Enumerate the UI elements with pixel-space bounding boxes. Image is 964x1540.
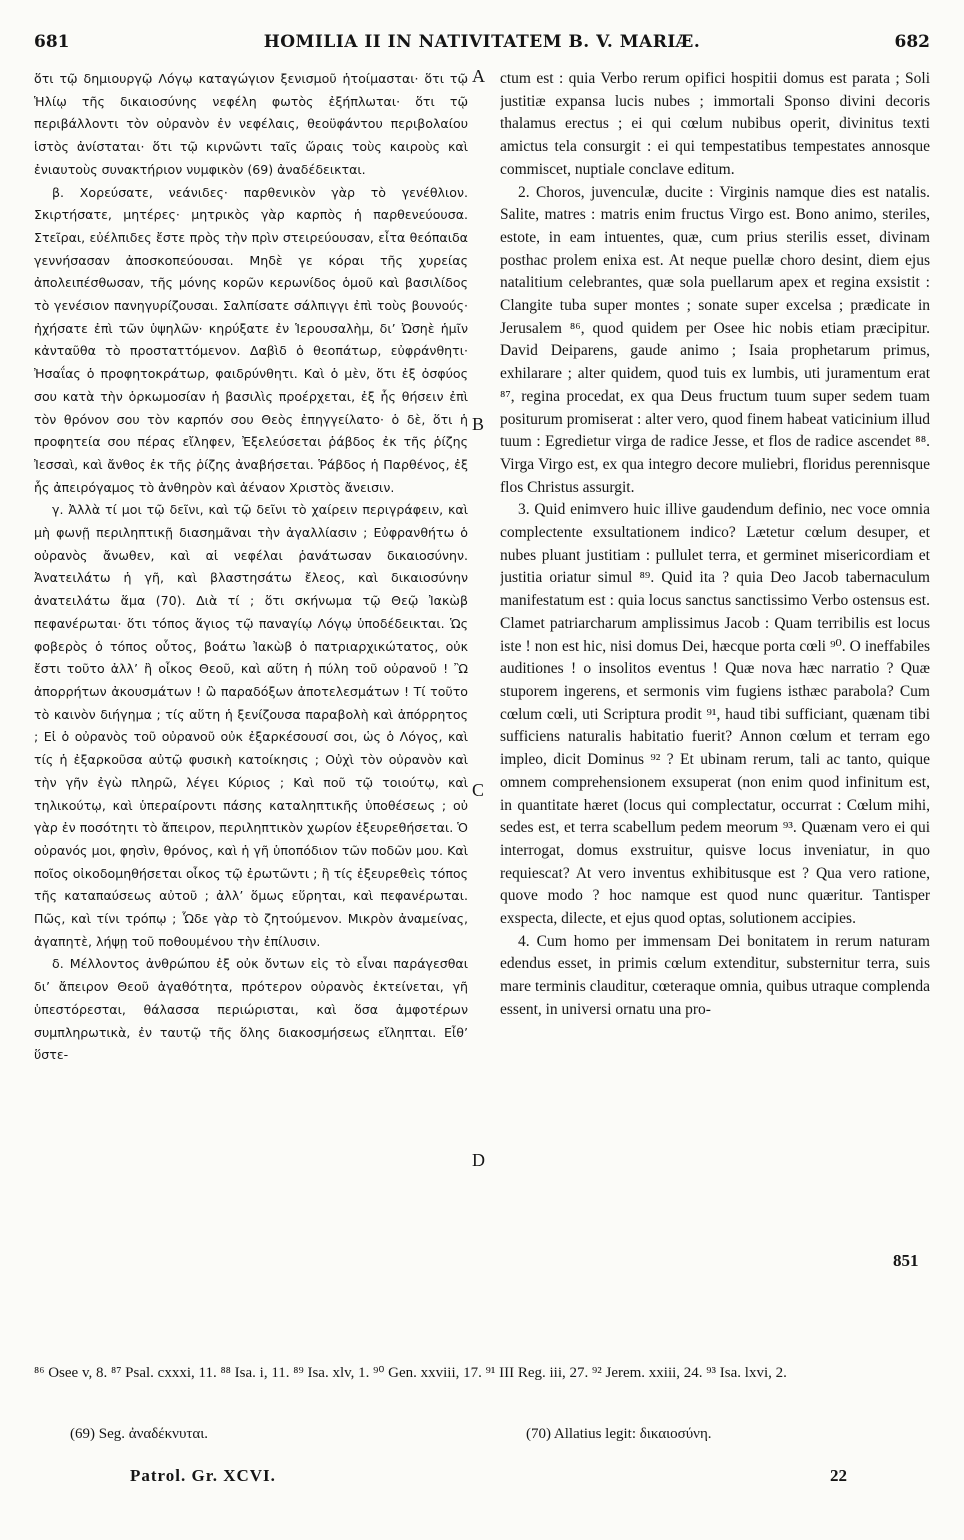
- running-title: HOMILIA II IN NATIVITATEM B. V. MARIÆ.: [263, 32, 701, 52]
- latin-paragraph-2: 2. Choros, juvenculæ, ducite : Virginis namque dies est natalis. Salite, matres : matris enim fructus Virgo est. Bono animo, steriles, estote, in eam intuentes, quæ, cum prius sterilis esset, divinam posthac prolem enixa est. At neque puellæ choro desint, diem ejus natalitium celebrantes, quæ sola puellarum apex et regina exsistit : Clangite tuba super montes ; sonate super excelsa ; prædicate in Jerusalem ⁸⁶, quod quidem per Osee hic nobis etiam præcipitur. David Deiparens, gaude animo ; Isaia prophetarum primus, exhilarare ; alter quidem, quod tuis ex lumbis, uti juramentum erat ⁸⁷, regina procedat, ex qua Deus fructum tuum super sedem tuam positurum promiserat : alter vero, quod finem habeat vaticinium illud tuum : Egredietur virga de radice Jesse, et flos de radice ascendet ⁸⁸. Virga Virgo est, ex qua integro decore muliebri, floridus perennisque flos Christus assurgit.: [500, 183, 930, 496]
- greek-paragraph-3: γ. Ἀλλὰ τί μοι τῷ δεῖνι, καὶ τῷ δεῖνι τὸ χαίρειν περιγράφειν, καὶ μὴ φωνῇ περιληπτικῇ διασημᾶναι τὴν ἀγαλλίασιν ; Εὐφρανθήτω ὁ οὐρανὸς ἄνωθεν, καὶ αἱ νεφέλαι ῥανάτωσαν δικαιοσύνην. Ἀνατειλάτω ἡ γῆ, καὶ βλαστησάτω ἔλεος, καὶ δικαιοσύνην ἀνατειλάτω ἅμα (70). Διὰ τί ; ὅτι σκήνωμα τῷ Θεῷ Ἰακὼβ πεφανέρωται· ὅτι τόπος ἅγιος τῷ παναγίῳ Λόγῳ ὑποδέδεικται. Ὡς φοβερὸς ὁ τόπος οὗτος, βοάτω Ἰακὼβ ὁ πατριαρχικώτατος, οὐκ ἔστι τοῦτο ἀλλ’ ἢ οἶκος Θεοῦ, καὶ αὕτη ἡ πύλη τοῦ οὐρανοῦ ! Ὢ ἀπορρήτων ἀκουσμάτων ! ὢ παραδόξων ἀποτελεσμάτων ! Τί τοῦτο τὸ καινὸν διήγημα ; τίς αὕτη ἡ ξενίζουσα παραβολὴ καὶ ἀπόρρητος ; Εἰ ὁ οὐρανὸς τοῦ οὐρανοῦ οὐκ ἐξαρκέσουσί σοι, ὡς ὁ Λόγος, καὶ τίς ἡ ἐξαρκοῦσα αὐτῷ φυσικὴ κατοίκησις ; Οὐχὶ τὸν οὐρανὸν καὶ τὴν γῆν ἐγὼ πληρῶ, λέγει Κύριος ; Καὶ ποῦ τῷ τοιούτῳ, καὶ τηλικούτῳ, καὶ ὑπεραίροντι πάσης καταληπτικῆς ὑποθέσεως ; οὐ γὰρ ἐν ποσότητι τὸ ἄπειρον, περιληπτικὸν χωρίον ἐξευρεθήσεται. Ὁ οὐρανός μοι, φησὶν, θρόνος, καὶ ἡ γῆ ὑποπόδιον τῶν ποδῶν μου. Καὶ ποῖος οἰκοδομηθήσεται οἶκος τῷ ἐρωτῶντι ; ἢ τίς ἐξευρεθεὶς τόπος τῆς καταπαύσεως αὐτοῦ ; ἀλλ’ ὅμως εὕρηται, καὶ πεφανέρωται. Πῶς, καὶ τίνι τρόπῳ ; Ὧδε γὰρ τὸ ζητούμενον. Μικρὸν ἀναμείνας, ἀγαπητὲ, λήψῃ τοῦ ποθουμένου τὴν ἐπίλυσιν.: [34, 502, 468, 949]
- greek-paragraph-2: β. Χορεύσατε, νεάνιδες· παρθενικὸν γὰρ τὸ γενέθλιον. Σκιρτήσατε, μητέρες· μητρικὸς γὰρ καρπὸς ἡ παρθενεύουσα. Στεῖραι, εὐέλπιδες ἔστε πρὸς τὴν πρὶν στειρεύουσαν, εἶτα θεόπαιδα γεννήσασαν ἀποσκοπεύουσαι. Μηδὲ γε κόραι τῆς χυρείας ἀπολειπέσθωσαν, τῆς μόνης κορῶν κερωνίδος ὁμοῦ καὶ βασιλίδος τὸ γενέσιον πανηγυρίζουσαι. Σαλπίσατε σάλπιγγι ἐπὶ τοὺς βουνούς· ἠχήσατε ἐπὶ τῶν ὑψηλῶν· κηρύξατε ἐν Ἱερουσαλὴμ, δι’ Ὠσηὲ ἡμῖν κἀνταῦθα τὸ προσταττόμενον. Δαβὶδ ὁ θεοπάτωρ, εὐφράνθητι· Ἠσαΐας ὁ προφητοκράτωρ, φαιδρύνθητι. Καὶ ὁ μὲν, ὅτι ἐξ ὀσφύος σου κατὰ τὴν ὁρκωμοσίαν ἡ βασιλὶς προέρχεται, ἐξ ἧς θήσειν ἐπὶ τὸν θρόνον σου τὸν καρπόν σου Θεὸς ἐπηγγείλατο· ὁ δὲ, ὅτι ἡ προφητεία σου πέρας εἴληφεν, Ἐξελεύσεται ῥάβδος ἐκ τῆς ῥίζης Ἰεσσαὶ, καὶ ἄνθος ἐκ τῆς ῥίζης ἀναβήσεται. Ῥάβδος ἡ Παρθένος, ἐξ ἧς ἀπειρόγαμος τὸ ἀνθηρὸν καὶ ἀέναον Χριστὸς ἄνεισιν.: [34, 184, 468, 495]
- greek-paragraph-1: ὅτι τῷ δημιουργῷ Λόγῳ καταγώγιον ξενισμοῦ ἡτοίμασται· ὅτι τῷ Ἡλίῳ τῆς δικαιοσύνης νεφέλη φωτὸς ἐξήπλωται· ὅτι τῷ περιβάλλοντι τὸν οὐρανὸν ἐν νεφέλαις, θεοϋφάντου περιβολαίου ἱστὸς ἀνίσταται· ὅτι τῷ κιρνῶντι ταῖς ὥραις τοὺς καιροὺς καὶ ἐνιαυτοὺς συνακτήριον νυμφικὸν (69) ἀναδέδεικται.: [34, 71, 468, 177]
- latin-paragraph-4: 4. Cum homo per immensam Dei bonitatem in rerum naturam edendus esset, in primis cœlum extenditur, substernitur terra, suis mare terminis clauditur, cœteraque omnia, quibus utraque complenda essent, in universi ornatu una pro-: [500, 932, 930, 1018]
- margin-column-number: 851: [893, 1251, 919, 1270]
- series-signature: Patrol. Gr. XCVI.: [130, 1466, 276, 1485]
- latin-paragraph-1: ctum est : quia Verbo rerum opifici hospitii domus est parata ; Soli justitiæ expansa lucis nubes ; immortali Sponso divini decoris thalamus erectus ; ei qui cœlum nubibus operit, divinitus texti amictus tela consurgit : ei qui tempestatibus tempestates annosque commiscet, nuptiale conclave editum.: [500, 70, 930, 178]
- scripture-references: ⁸⁶ Osee v, 8. ⁸⁷ Psal. cxxxi, 11. ⁸⁸ Isa. i, 11. ⁸⁹ Isa. xlv, 1. ⁹⁰ Gen. xxviii, 17. ⁹¹ III Reg. iii, 27. ⁹² Jerem. xxiii, 24. ⁹³ Isa. lxvi, 2.: [34, 1365, 787, 1381]
- right-page-number: 682: [894, 32, 930, 52]
- latin-column: [500, 68, 930, 1358]
- margin-letter-b: B: [472, 414, 485, 434]
- margin-letter-d: D: [472, 1150, 485, 1170]
- sheet-number: 22: [830, 1466, 847, 1485]
- running-header: [34, 32, 930, 56]
- footnote-70: (70) Allatius legit: δικαιοσύνη.: [526, 1426, 712, 1442]
- margin-letter-c: C: [472, 780, 485, 800]
- left-page-number: 681: [34, 32, 70, 52]
- greek-paragraph-4: δ. Μέλλοντος ἀνθρώπου ἐξ οὐκ ὄντων εἰς τὸ εἶναι παράγεσθαι δι’ ἄπειρον Θεοῦ ἀγαθότητα, πρότερον οὐρανὸς ἐκτείνεται, γῆ ὑπεστόρεσται, θάλασσα περιώρισται, καὶ ὅσα ἀμφοτέρων συμπληρωτικὰ, ἐν ταυτῷ τῆς ὅλης διακοσμήσεως εἴληπται. Εἶθ’ ὕστε-: [34, 956, 468, 1063]
- footnote-69: (69) Seg. ἀναδέκνυται.: [70, 1426, 209, 1442]
- latin-paragraph-3: 3. Quid enimvero huic illive gaudendum definio, nec voce omnia complectente exsultationem indico? Lætetur cœlum desuper, et nubes pluant justitiam : pullulet terra, et germinet misericordiam et justitia oriatur simul ⁸⁹. Quid ita ? quia Deo Jacob tabernaculum manifestatum est : quia locus sanctus sanctissimo Verbo ostensus est. Clamet patriarcharum amplissimus Jacob : Quam terribilis est locus iste ! non est hic, nisi domus Dei, hæcque porta cœli ⁹⁰. O ineffabiles auditiones ! o insolitos eventus ! Quæ nova hæc narratio ? Quæ stuporem ingerens, et sermonis vim fugiens isthæc parabola? Cum cœlum cœli, uti Scriptura prodit ⁹¹, haud tibi sufficiant, quænam tibi sufficiens naturalis habitatio fuerit? Annon cœlum et terram ego impleo, dicit Dominus ⁹² ? Et ubinam rerum, tali ac tanto, quique omnem comprehensionem exsuperat (non enim quod infinitum est, in quantitate hæret (locus qui complectatur, occurrat : Cœlum mihi, sedes est, et terra scabellum pedem meorum ⁹³. Quænam vero ei qui interrogat, domus exstruitur, quisve locus inveniatur, in quo requiescat? At vero inventus exhibitusque est ? Qua vero ratione, quove modo ? hoc namque est quod nunc quæritur. Tantisper exspecta, dilecte, et ejus quod optas, solutionem accipies.: [500, 501, 930, 928]
- margin-letter-a: A: [472, 66, 485, 86]
- greek-column: [34, 68, 468, 1358]
